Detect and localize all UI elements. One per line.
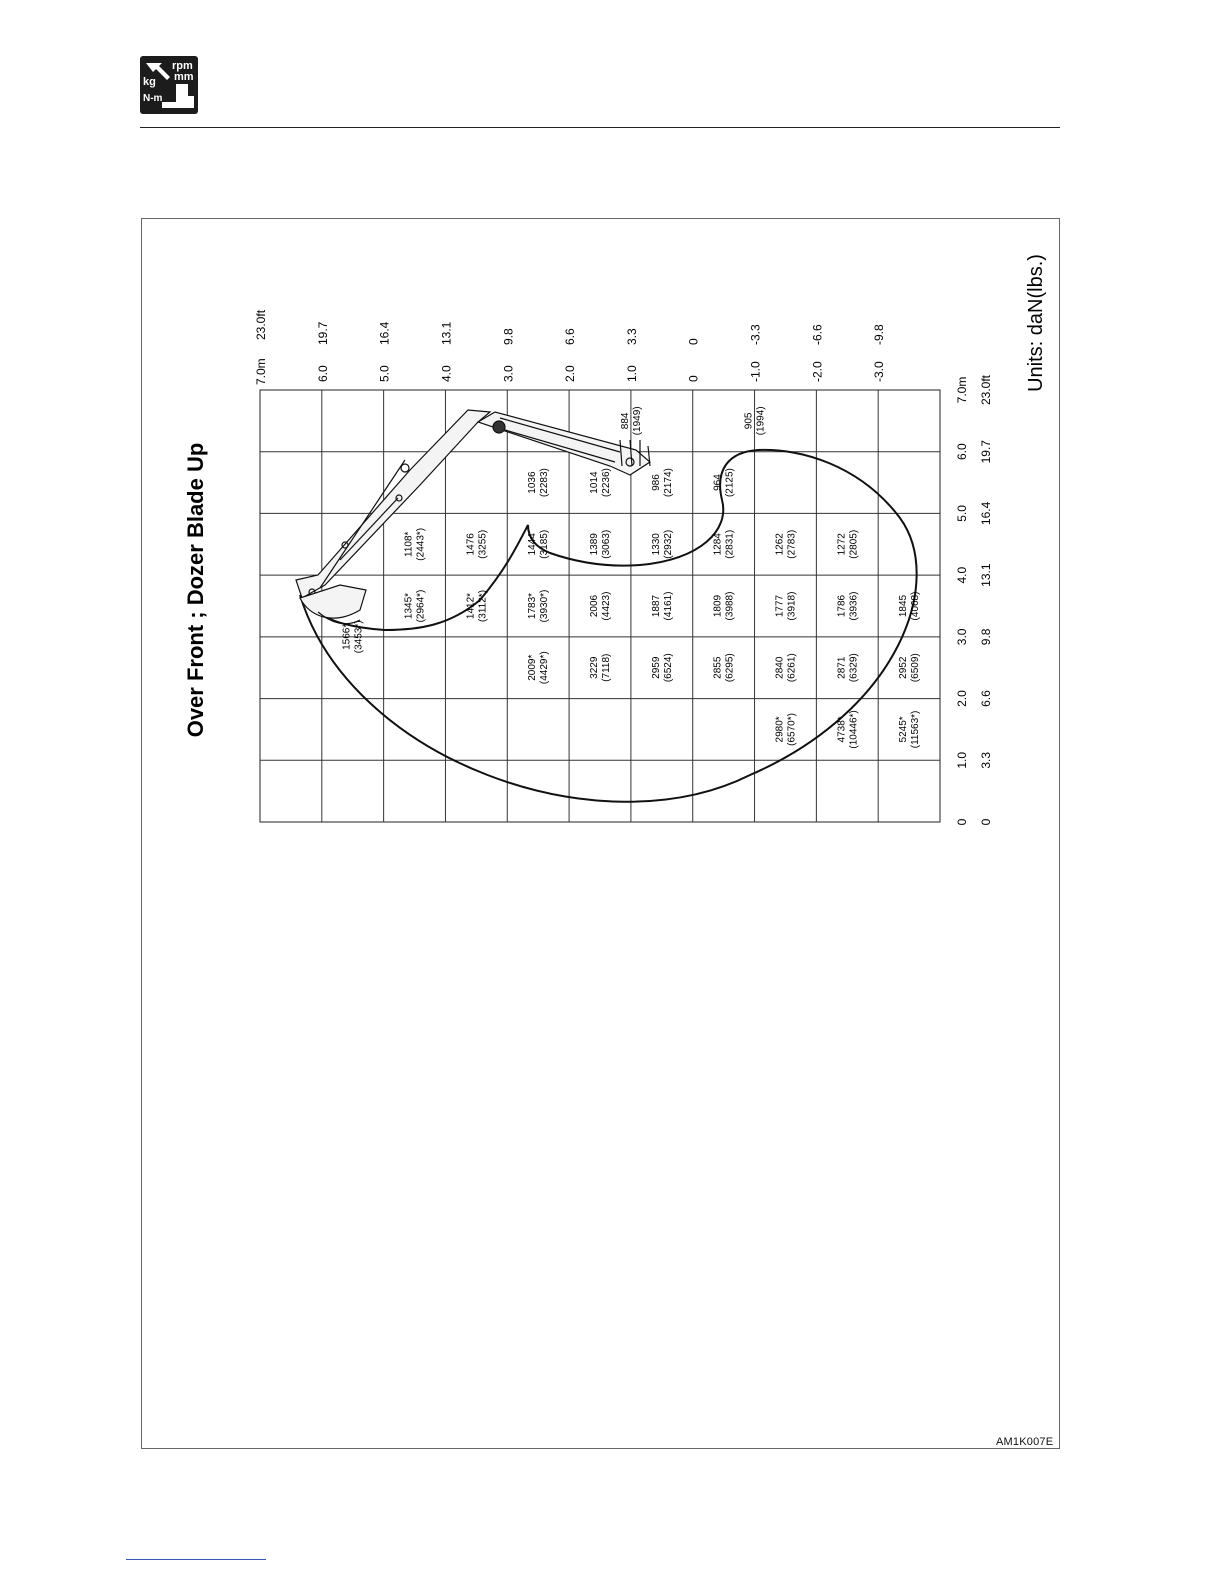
figure-id: AM1K007E — [996, 1436, 1054, 1448]
capacity-cell — [836, 592, 859, 621]
capacity-dan: 2006 — [589, 594, 600, 618]
capacity-lbs: (11563*) — [910, 710, 922, 749]
capacity-dan: 884 — [619, 412, 631, 430]
svg-text:N-m: N-m — [143, 93, 163, 104]
capacity-dan: 1887 — [650, 594, 662, 618]
height-tick-label-m: 3.0 — [501, 365, 516, 382]
height-tick-label-ft: 13.1 — [439, 321, 454, 345]
capacity-lbs: (4429*) — [539, 651, 551, 685]
capacity-dan: 1476 — [465, 533, 477, 556]
capacity-cell — [527, 468, 550, 497]
capacity-dan: 2952 — [898, 656, 910, 679]
capacity-cell — [651, 592, 674, 621]
capacity-cell — [651, 530, 674, 559]
capacity-dan: 1389 — [589, 533, 600, 556]
capacity-cell — [527, 651, 550, 684]
height-tick-label-m: -3.0 — [872, 361, 887, 382]
height-tick-label-ft: 0 — [686, 338, 701, 345]
height-tick-label-ft: -3.3 — [748, 324, 763, 345]
height-tick-label-m: 2.0 — [563, 365, 578, 382]
capacity-dan: 1330 — [650, 533, 662, 556]
capacity-dan: 1036 — [527, 471, 539, 494]
capacity-cell — [774, 713, 797, 746]
capacity-cell — [836, 653, 859, 682]
capacity-lbs: (10446*) — [848, 710, 860, 749]
capacity-dan: 1262 — [774, 533, 786, 556]
capacity-lbs: (4161) — [662, 591, 674, 621]
capacity-cell — [836, 530, 859, 559]
radius-tick-label-m: 4.0 — [955, 566, 969, 584]
capacity-lbs: (3255) — [477, 529, 489, 559]
capacity-lbs: (6261) — [786, 653, 798, 683]
radius-tick-label-ft: 19.7 — [979, 440, 993, 464]
capacity-lbs: (2932) — [662, 529, 674, 559]
chart-title: Over Front ; Dozer Blade Up — [183, 442, 208, 738]
capacity-cell — [651, 468, 674, 497]
capacity-dan: 1014 — [589, 471, 600, 494]
capacity-lbs: (3185) — [539, 529, 551, 559]
capacity-lbs: (3453*) — [353, 620, 365, 654]
capacity-lbs: (2283) — [539, 468, 551, 498]
capacity-lbs: (3918) — [786, 591, 798, 621]
capacity-cell — [589, 468, 612, 497]
capacity-lbs: (2831) — [724, 529, 736, 559]
capacity-dan: 2980* — [774, 716, 786, 743]
capacity-lbs: (3936) — [848, 591, 860, 621]
capacity-dan: 2959 — [650, 656, 662, 679]
capacity-dan: 4738* — [836, 716, 848, 743]
capacity-lbs: (2125) — [724, 468, 736, 498]
height-tick-label-m: 6.0 — [315, 365, 330, 382]
capacity-dan: 964 — [712, 474, 724, 491]
capacity-dan: 1272 — [836, 533, 848, 556]
height-tick-label-m: 4.0 — [439, 365, 454, 382]
height-tick-label-m: -1.0 — [748, 361, 763, 382]
capacity-dan: 1345* — [403, 592, 415, 620]
radius-axis — [955, 374, 993, 825]
capacity-lbs: (2443*) — [415, 527, 427, 561]
capacity-lbs: (1994) — [755, 406, 767, 436]
height-tick-label-m: 7.0m — [254, 358, 268, 385]
capacity-lbs: (6524) — [662, 653, 674, 683]
capacity-lbs: (4068) — [910, 591, 922, 621]
capacity-dan: 1284 — [712, 533, 724, 556]
capacity-cell — [898, 711, 921, 749]
height-tick-label-m: 5.0 — [377, 365, 392, 382]
capacity-cell — [527, 590, 550, 623]
capacity-lbs: (2174) — [662, 468, 674, 498]
capacity-lbs: (3988) — [724, 591, 736, 621]
capacity-lbs: (6329) — [848, 653, 860, 683]
height-tick-label-ft: 19.7 — [315, 321, 330, 345]
capacity-dan: 1783* — [527, 592, 539, 620]
radius-tick-label-m: 5.0 — [955, 505, 969, 522]
capacity-lbs: (7118) — [601, 653, 612, 682]
capacity-lbs: (2805) — [848, 529, 860, 559]
height-tick-label-m: -2.0 — [810, 361, 825, 382]
capacity-cell — [651, 653, 674, 682]
height-tick-label-ft: 23.0ft — [254, 309, 268, 340]
capacity-cell — [898, 592, 921, 621]
svg-text:rpm: rpm — [172, 60, 193, 72]
capacity-lbs: (6295) — [724, 653, 736, 683]
capacity-cell — [836, 710, 859, 748]
height-tick-label-ft: -9.8 — [872, 324, 887, 345]
capacity-cell — [404, 590, 427, 623]
capacity-cell — [744, 406, 767, 435]
capacity-cell — [589, 592, 612, 621]
capacity-cell — [465, 530, 488, 559]
height-tick-label-ft: 16.4 — [377, 321, 392, 345]
capacity-lbs: (1949) — [631, 406, 643, 436]
radius-tick-label-m: 1.0 — [955, 751, 969, 769]
capacity-dan: 1444 — [527, 533, 539, 556]
capacity-lbs: (2236) — [601, 468, 612, 498]
radius-tick-label-ft: 0 — [979, 818, 993, 826]
capacity-cell — [713, 653, 736, 682]
radius-tick-label-ft: 16.4 — [979, 501, 993, 526]
excavator-arm-illustration — [296, 410, 650, 624]
capacity-cell — [898, 653, 921, 682]
capacity-dan: 2009* — [527, 654, 539, 681]
height-tick-label-ft: 3.3 — [624, 328, 639, 345]
capacity-cell — [342, 620, 365, 653]
svg-text:mm: mm — [174, 71, 194, 83]
radius-tick-label-m: 7.0m — [955, 376, 969, 404]
capacity-cell — [404, 528, 427, 561]
svg-text:kg: kg — [143, 76, 156, 88]
capacity-dan: 1786 — [836, 594, 848, 618]
capacity-dan: 3229 — [589, 656, 600, 679]
height-axis — [254, 309, 886, 385]
capacity-cell — [713, 592, 736, 621]
capacity-lbs: (6509) — [910, 653, 922, 683]
capacity-dan: 1809 — [712, 594, 724, 618]
capacity-cell — [527, 530, 550, 559]
footer-rule — [126, 1559, 266, 1560]
radius-tick-label-ft: 23.0ft — [979, 374, 993, 406]
capacity-cell — [713, 530, 736, 559]
capacity-cell — [774, 592, 797, 621]
capacity-dan: 1108* — [403, 531, 415, 557]
capacity-lbs: (3063) — [601, 529, 612, 559]
capacity-cell — [774, 530, 797, 559]
radius-tick-label-m: 6.0 — [955, 443, 969, 461]
units-label: Units: daN(lbs.) — [1025, 254, 1047, 392]
height-tick-label-m: 1.0 — [624, 365, 639, 382]
capacity-dan: 2871 — [836, 656, 848, 679]
capacity-lbs: (3112*) — [477, 589, 489, 623]
radius-tick-label-ft: 3.3 — [979, 751, 993, 769]
height-tick-label-ft: 9.8 — [501, 328, 516, 345]
capacity-dan: 5245* — [898, 716, 910, 743]
capacity-lbs: (2964*) — [415, 589, 427, 623]
radius-tick-label-m: 3.0 — [955, 628, 969, 646]
capacity-dan: 1845 — [898, 594, 910, 618]
capacity-dan: 2855 — [712, 656, 724, 679]
capacity-cell — [589, 654, 612, 682]
capacity-cell — [465, 590, 488, 622]
radius-tick-label-ft: 6.6 — [979, 690, 993, 707]
radius-tick-label-ft: 13.1 — [979, 563, 993, 587]
capacity-dan: 986 — [650, 474, 662, 491]
radius-tick-label-m: 2.0 — [955, 690, 969, 707]
capacity-lbs: (4423) — [601, 591, 612, 621]
capacity-dan: 905 — [743, 412, 755, 430]
capacity-dan: 2840 — [774, 656, 786, 679]
radius-tick-label-ft: 9.8 — [979, 628, 993, 646]
capacity-lbs: (2783) — [786, 529, 798, 559]
height-tick-label-ft: -6.6 — [810, 324, 825, 345]
capacity-dan: 1777 — [774, 594, 786, 618]
height-tick-label-ft: 6.6 — [563, 328, 578, 345]
capacity-lbs: (6570*) — [786, 713, 798, 746]
capacity-dan: 1412* — [465, 592, 477, 620]
height-tick-label-m: 0 — [686, 375, 701, 382]
capacity-cell — [774, 653, 797, 682]
capacity-cell — [620, 406, 643, 435]
capacity-dan: 1566* — [341, 623, 353, 650]
capacity-lbs: (3930*) — [539, 589, 551, 623]
radius-tick-label-m: 0 — [955, 818, 969, 826]
capacity-cell — [589, 530, 612, 559]
capacity-cell — [713, 468, 736, 497]
